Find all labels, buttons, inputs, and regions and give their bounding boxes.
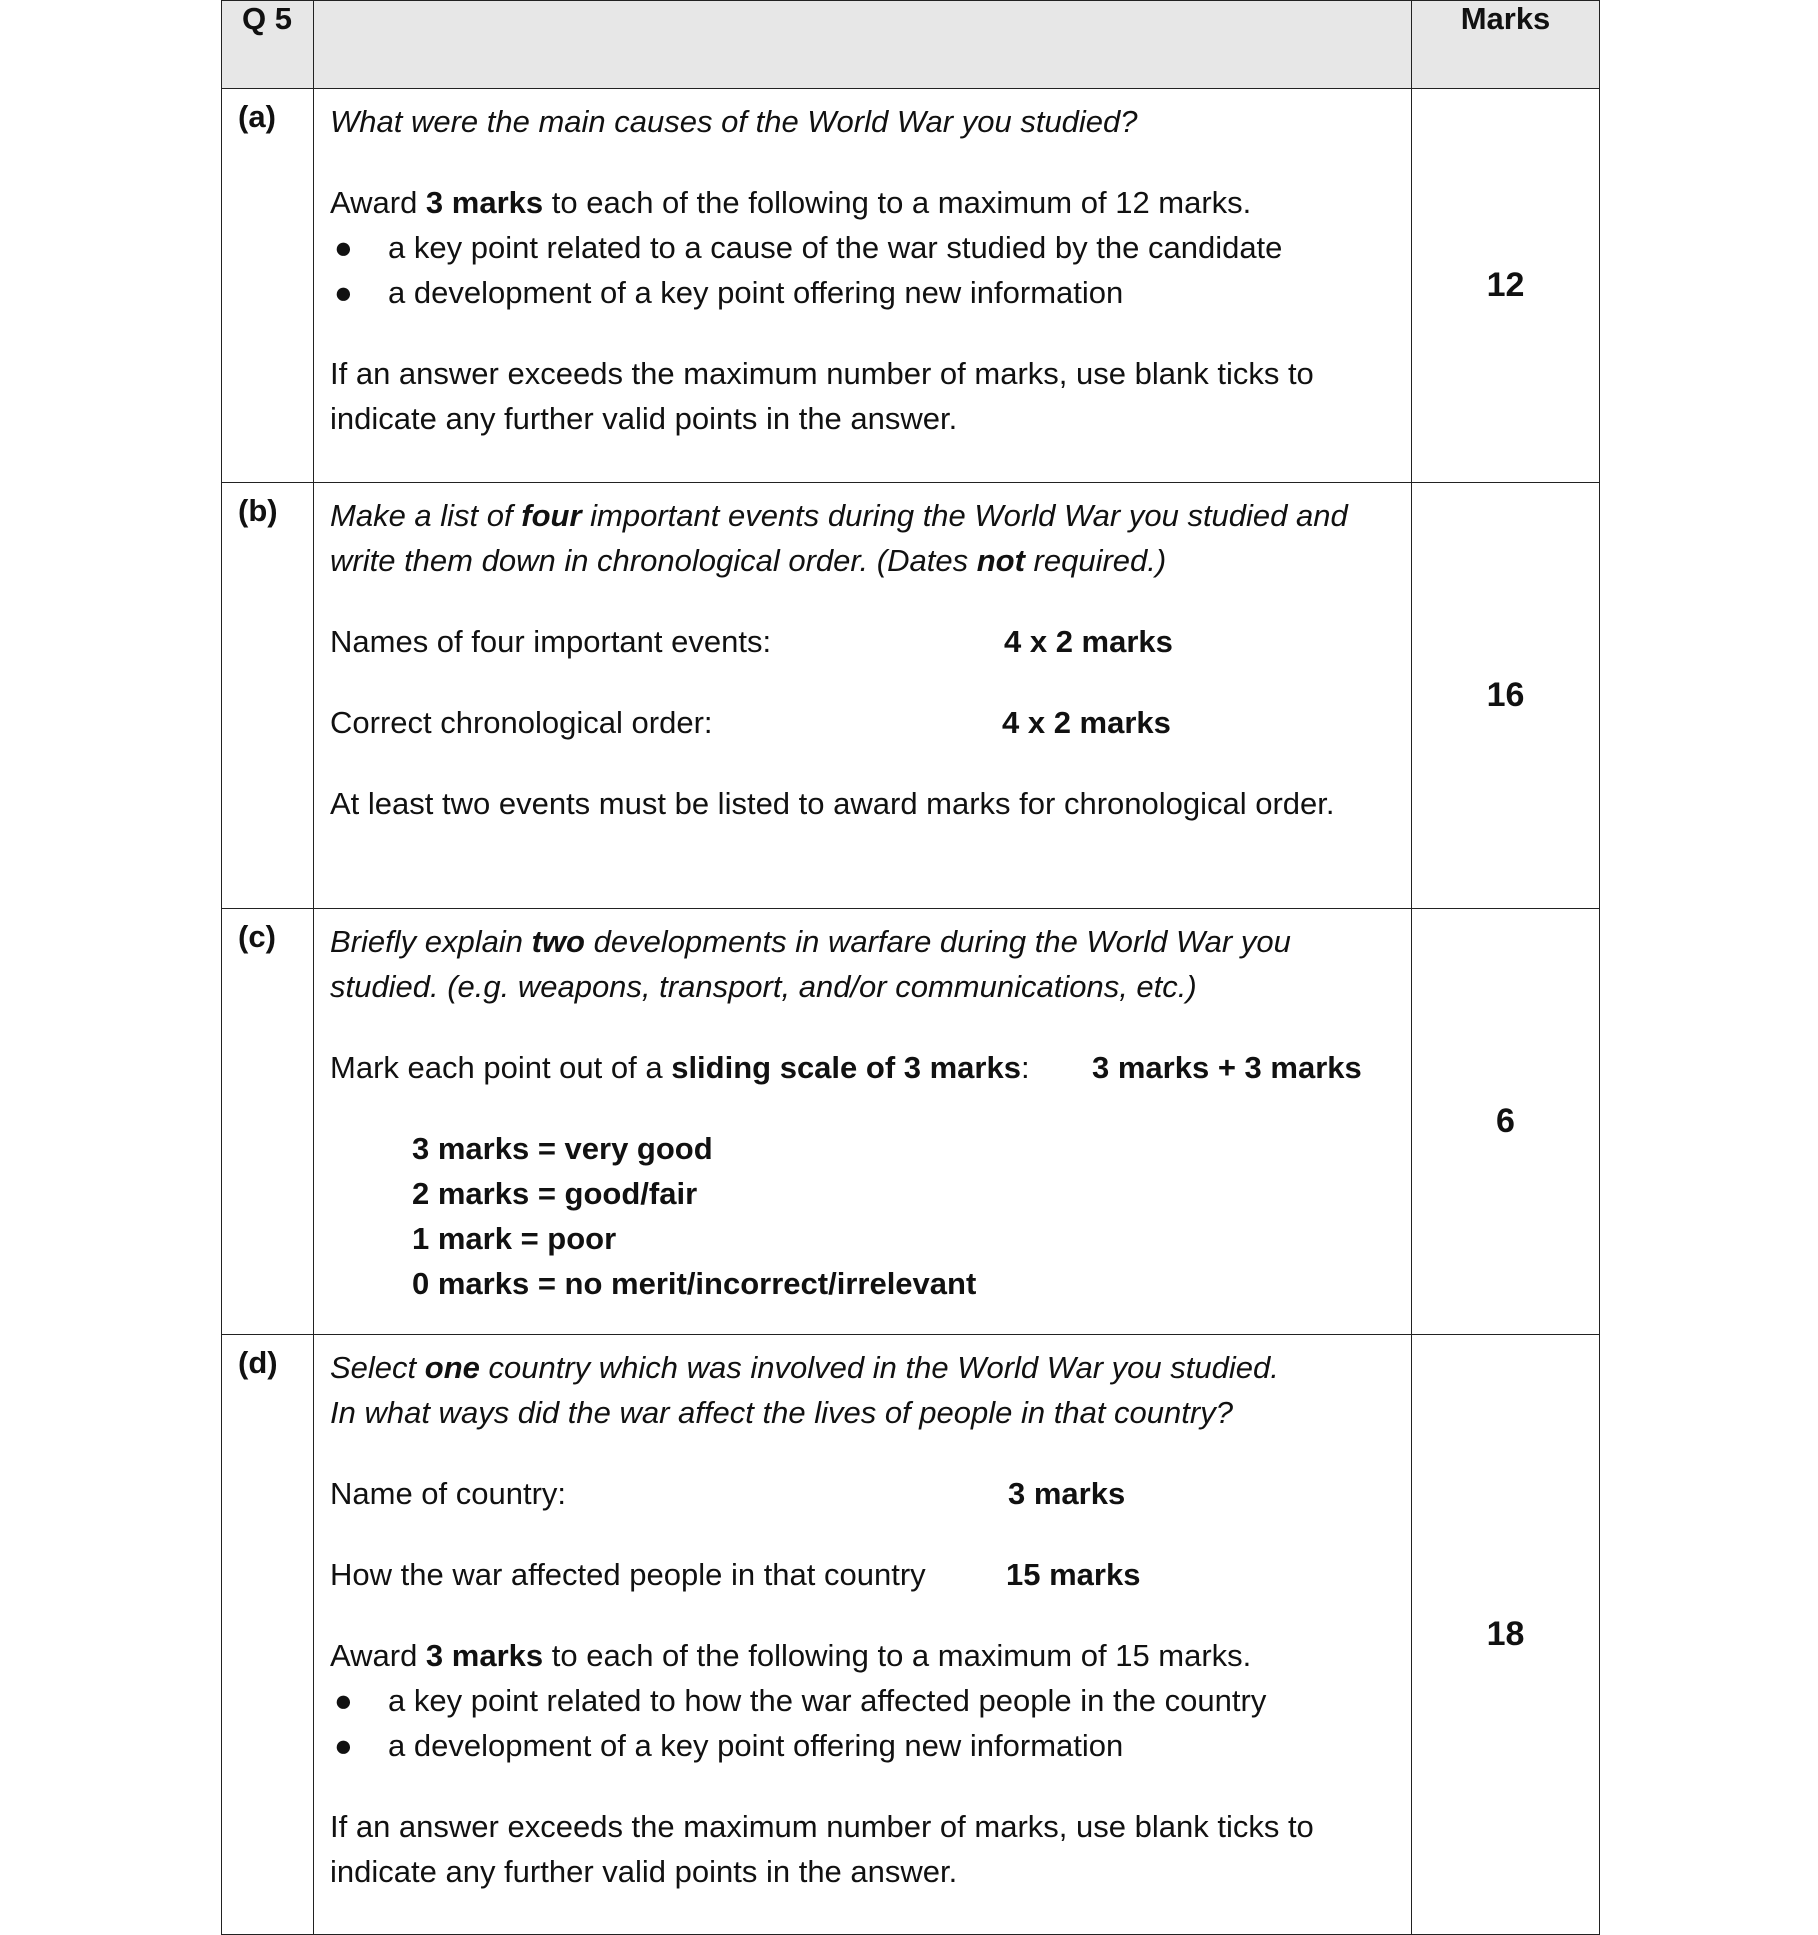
list-item: ● a key point related to how the war affected people in the country: [334, 1683, 1267, 1718]
header-blank: [314, 1, 1412, 89]
part-a-body: [314, 89, 1412, 483]
part-d-note: If an answer exceeds the maximum number of marks, use blank ticks to indicate any further valid points in the answer.: [330, 1809, 1314, 1889]
marking-table: [221, 0, 1600, 1935]
part-c-label: (c): [222, 909, 314, 1335]
part-c-row: [222, 909, 1600, 1335]
part-b-line1: Names of four important events: 4 x 2 marks: [330, 624, 1173, 659]
part-a-note: If an answer exceeds the maximum number of marks, use blank ticks to indicate any further valid points in the answer.: [330, 356, 1314, 436]
part-a-marks: 12: [1412, 89, 1600, 483]
list-item: 2 marks = good/fair: [412, 1176, 698, 1211]
list-item: ● a development of a key point offering new information: [334, 275, 1124, 310]
part-c-body: [314, 909, 1412, 1335]
part-d-line2: How the war affected people in that country 15 marks: [330, 1557, 1141, 1592]
part-a-award: Award 3 marks to each of the following to a maximum of 12 marks.: [330, 185, 1252, 220]
part-b-marks: 16: [1412, 483, 1600, 909]
marking-scheme: [221, 0, 1599, 1935]
part-c-marks: 6: [1412, 909, 1600, 1335]
part-b-row: [222, 483, 1600, 909]
list-item: ● a key point related to a cause of the war studied by the candidate: [334, 230, 1283, 265]
list-item: 1 mark = poor: [412, 1221, 617, 1256]
part-d-question-line2: In what ways did the war affect the lives of people in that country?: [330, 1395, 1233, 1430]
part-b-question: Make a list of four important events during the World War you studied and write them down in chronological order. (Dates not required.): [330, 498, 1348, 578]
part-b-body: [314, 483, 1412, 909]
part-a-question: What were the main causes of the World War you studied?: [330, 104, 1138, 139]
part-d-row: [222, 1335, 1600, 1935]
question-number: Q 5: [222, 1, 314, 89]
part-d-award: Award 3 marks to each of the following to a maximum of 15 marks.: [330, 1638, 1252, 1673]
part-a-label: (a): [222, 89, 314, 483]
part-d-marks: 18: [1412, 1335, 1600, 1935]
part-a-row: [222, 89, 1600, 483]
part-b-note: At least two events must be listed to award marks for chronological order.: [330, 786, 1335, 821]
marks-header: Marks: [1412, 1, 1600, 89]
list-item: 0 marks = no merit/incorrect/irrelevant: [412, 1266, 977, 1301]
part-d-body: [314, 1335, 1412, 1935]
part-c-mark-line: Mark each point out of a sliding scale of 3 marks: 3 marks + 3 marks: [330, 1050, 1362, 1085]
part-b-label: (b): [222, 483, 314, 909]
list-item: 3 marks = very good: [412, 1131, 713, 1166]
part-d-line1: Name of country: 3 marks: [330, 1476, 1126, 1511]
list-item: ● a development of a key point offering new information: [334, 1728, 1124, 1763]
part-d-label: (d): [222, 1335, 314, 1935]
part-c-question: Briefly explain two developments in warfare during the World War you studied. (e.g. weapons, transport, and/or communications, etc.): [330, 924, 1291, 1004]
header-row: [222, 1, 1600, 89]
part-b-line2: Correct chronological order: 4 x 2 marks: [330, 705, 1171, 740]
part-d-question: Select one country which was involved in the World War you studied.: [330, 1350, 1279, 1385]
